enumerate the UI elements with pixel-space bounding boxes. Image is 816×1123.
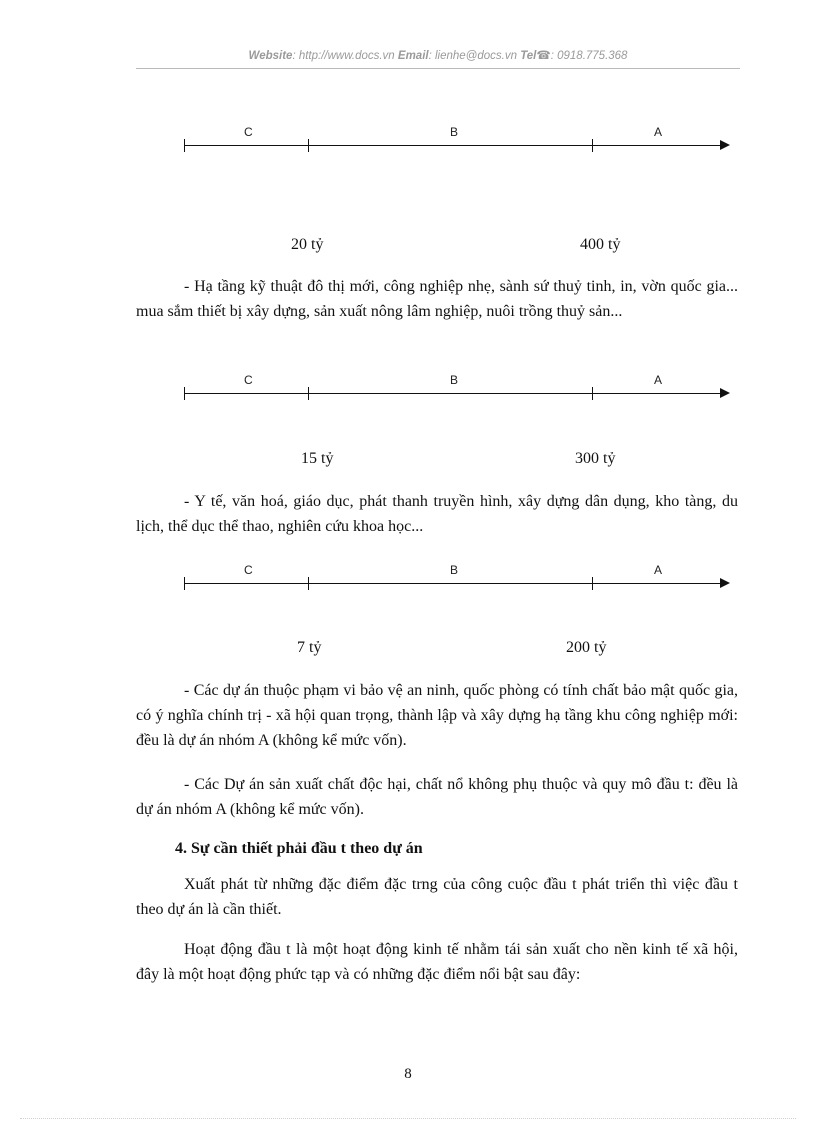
scale-label-c: C xyxy=(244,563,253,577)
scale-label-a: A xyxy=(654,373,663,387)
arrow-head-icon xyxy=(720,140,730,150)
paragraph-text: - Các dự án thuộc phạm vi bảo vệ an ninh, quốc phòng có tính chất bảo mật quốc gia, có ý nghĩa chính trị - xã hội quan trọng, thành lập và xây dựng hạ tầng khu công nghiệp mới: đều là dự án nhóm A (không kể mức vốn). xyxy=(136,682,738,749)
tel-value: ☎: 0918.775.368 xyxy=(536,50,628,62)
paragraph-rationale xyxy=(136,872,738,922)
threshold-low-1: 20 tỷ xyxy=(291,236,324,253)
threshold-high-1: 400 tỷ xyxy=(580,236,621,253)
scale-tick-low xyxy=(308,387,309,400)
email-value: : lienhe@docs.vn xyxy=(428,50,517,62)
paragraph-infrastructure xyxy=(136,274,738,324)
scale-tick-start xyxy=(184,387,185,400)
scale-label-a: A xyxy=(654,563,663,577)
investment-scale-3 xyxy=(184,563,732,593)
footer-divider xyxy=(20,1118,796,1119)
investment-scale-2 xyxy=(184,373,732,403)
page-number: 8 xyxy=(404,1066,412,1082)
scale-label-b: B xyxy=(450,125,459,139)
website-label: Website xyxy=(248,50,293,62)
paragraph-text: - Y tế, văn hoá, giáo dục, phát thanh truyền hình, xây dựng dân dụng, kho tàng, du lịch, thể dục thể thao, nghiên cứu khoa học... xyxy=(136,493,738,535)
scale-axis xyxy=(184,393,724,394)
arrow-head-icon xyxy=(720,578,730,588)
threshold-high-3: 200 tỷ xyxy=(566,639,607,656)
website-value: : http://www.docs.vn xyxy=(292,50,395,62)
paragraph-security-projects xyxy=(136,678,738,753)
paragraph-investment-activity xyxy=(136,937,738,987)
email-label: Email xyxy=(397,50,429,62)
scale-axis xyxy=(184,145,724,146)
paragraph-text: - Các Dự án sản xuất chất độc hại, chất nổ không phụ thuộc và quy mô đầu t: đều là dự án nhóm A (không kể mức vốn). xyxy=(136,776,738,818)
scale-tick-high xyxy=(592,139,593,152)
threshold-low-3: 7 tỷ xyxy=(297,639,322,656)
paragraph-health-education xyxy=(136,489,738,539)
page-header xyxy=(136,46,740,69)
threshold-low-2: 15 tỷ xyxy=(301,450,334,467)
scale-tick-high xyxy=(592,387,593,400)
scale-tick-start xyxy=(184,139,185,152)
section-heading: 4. Sự cần thiết phải đầu t theo dự án xyxy=(175,840,423,857)
paragraph-text: - Hạ tầng kỹ thuật đô thị mới, công nghiệp nhẹ, sành sứ thuỷ tinh, in, vờn quốc gia... mua sắm thiết bị xây dựng, sản xuất nông lâm nghiệp, nuôi trồng thuỷ sản... xyxy=(136,278,738,320)
threshold-high-2: 300 tỷ xyxy=(575,450,616,467)
scale-label-b: B xyxy=(450,373,459,387)
paragraph-text: Hoạt động đầu t là một hoạt động kinh tế nhằm tái sản xuất cho nền kinh tế xã hội, đây là một hoạt động phức tạp và có những đặc điểm nổi bật sau đây: xyxy=(136,941,738,983)
investment-scale-1 xyxy=(184,125,732,155)
scale-label-c: C xyxy=(244,125,253,139)
scale-tick-low xyxy=(308,139,309,152)
paragraph-text: Xuất phát từ những đặc điểm đặc trng của công cuộc đầu t phát triển thì việc đầu t theo dự án là cần thiết. xyxy=(136,876,738,918)
scale-axis xyxy=(184,583,724,584)
scale-tick-high xyxy=(592,577,593,590)
tel-label: Tel xyxy=(520,50,537,62)
scale-label-c: C xyxy=(244,373,253,387)
scale-tick-start xyxy=(184,577,185,590)
scale-label-a: A xyxy=(654,125,663,139)
scale-label-b: B xyxy=(450,563,459,577)
scale-tick-low xyxy=(308,577,309,590)
paragraph-hazardous-projects xyxy=(136,772,738,822)
arrow-head-icon xyxy=(720,388,730,398)
